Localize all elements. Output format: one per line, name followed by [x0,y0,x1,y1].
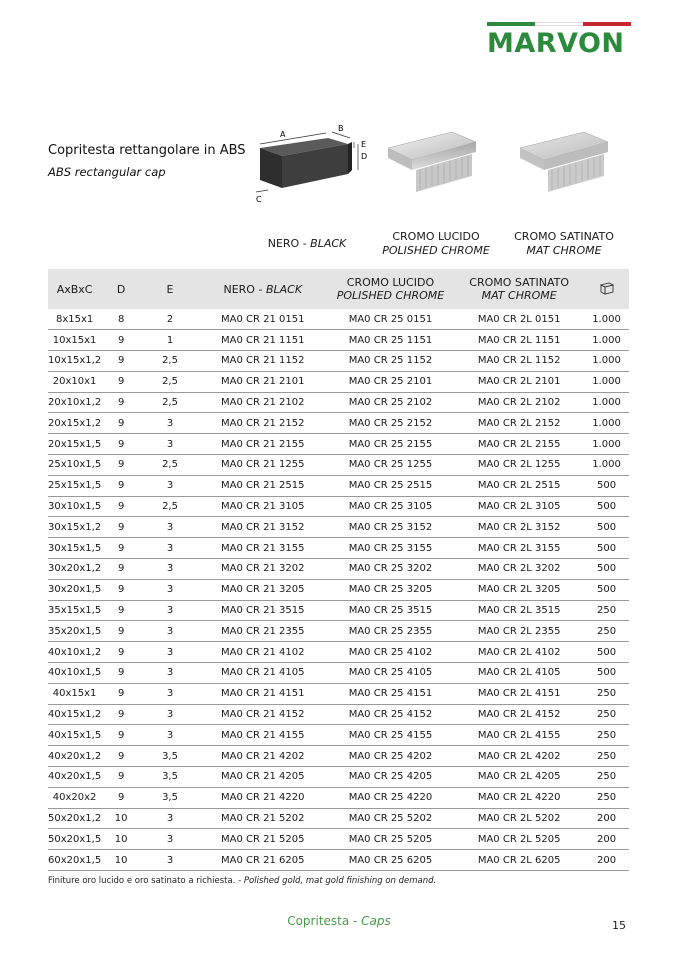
black-code-cell: MA0 CR 21 3205 [199,579,327,600]
e-cell: 3 [141,850,199,871]
table-header-row [48,269,629,309]
header-polished-en: POLISHED CHROME [336,289,445,302]
e-cell: 3 [141,663,199,684]
table-row [48,538,629,559]
qty-cell: 250 [584,600,629,621]
mat-code-cell: MA0 CR 2L 3202 [454,559,584,580]
black-code-cell: MA0 CR 21 4102 [199,642,327,663]
finish-mat-it: CROMO SATINATO [514,230,614,243]
size-cell: 40x15x1,5 [48,725,101,746]
black-code-cell: MA0 CR 21 2152 [199,413,327,434]
table-row [48,642,629,663]
polished-code-cell: MA0 CR 25 3152 [327,517,455,538]
black-code-cell: MA0 CR 21 0151 [199,309,327,330]
mat-code-cell: MA0 CR 2L 2102 [454,392,584,413]
d-cell: 9 [101,704,141,725]
mat-code-cell: MA0 CR 2L 4152 [454,704,584,725]
finish-black-en: BLACK [310,237,347,250]
e-cell: 2,5 [141,496,199,517]
finish-label-polished [380,230,492,258]
d-cell: 9 [101,579,141,600]
qty-cell: 200 [584,850,629,871]
mat-chrome-cap-image [514,126,614,196]
black-code-cell: MA0 CR 21 4155 [199,725,327,746]
e-cell: 3,5 [141,767,199,788]
black-code-cell: MA0 CR 21 3152 [199,517,327,538]
mat-code-cell: MA0 CR 2L 1151 [454,330,584,351]
table-row [48,371,629,392]
mat-code-cell: MA0 CR 2L 5205 [454,829,584,850]
header-black-en: BLACK [265,282,303,296]
polished-code-cell: MA0 CR 25 2515 [327,475,455,496]
black-code-cell: MA0 CR 21 2102 [199,392,327,413]
polished-code-cell: MA0 CR 25 1151 [327,330,455,351]
size-cell: 20x15x1,5 [48,434,101,455]
polished-chrome-cap-image [382,126,482,196]
d-cell: 9 [101,683,141,704]
table-row [48,496,629,517]
black-code-cell: MA0 CR 21 5205 [199,829,327,850]
e-cell: 3 [141,559,199,580]
table-row [48,309,629,330]
d-cell: 9 [101,392,141,413]
polished-code-cell: MA0 CR 25 2102 [327,392,455,413]
table-row [48,392,629,413]
e-cell: 3 [141,642,199,663]
mat-code-cell: MA0 CR 2L 1255 [454,455,584,476]
black-code-cell: MA0 CR 21 4151 [199,683,327,704]
size-cell: 20x10x1,2 [48,392,101,413]
size-cell: 20x15x1,2 [48,413,101,434]
e-cell: 3,5 [141,787,199,808]
finish-label-black [262,237,352,251]
d-cell: 9 [101,767,141,788]
e-cell: 2 [141,309,199,330]
brand-logo [487,22,631,59]
polished-code-cell: MA0 CR 25 3515 [327,600,455,621]
size-cell: 10x15x1,2 [48,351,101,372]
mat-code-cell: MA0 CR 2L 3205 [454,579,584,600]
d-cell: 9 [101,434,141,455]
brand-name: MARVON [487,28,625,59]
polished-code-cell: MA0 CR 25 1255 [327,455,455,476]
black-code-cell: MA0 CR 21 1255 [199,455,327,476]
size-cell: 40x10x1,5 [48,663,101,684]
header-black-it: NERO - [223,282,266,296]
table-row [48,351,629,372]
qty-cell: 500 [584,496,629,517]
mat-code-cell: MA0 CR 2L 5202 [454,808,584,829]
qty-cell: 250 [584,704,629,725]
mat-code-cell: MA0 CR 2L 2152 [454,413,584,434]
mat-code-cell: MA0 CR 2L 4151 [454,683,584,704]
size-cell: 30x20x1,5 [48,579,101,600]
black-code-cell: MA0 CR 21 4105 [199,663,327,684]
polished-code-cell: MA0 CR 25 2152 [327,413,455,434]
black-code-cell: MA0 CR 21 5202 [199,808,327,829]
d-cell: 9 [101,371,141,392]
e-cell: 2,5 [141,351,199,372]
dim-label-c: C [256,195,262,204]
qty-cell: 1.000 [584,309,629,330]
size-cell: 8x15x1 [48,309,101,330]
size-cell: 30x10x1,5 [48,496,101,517]
footnote-it: Finiture oro lucido e oro satinato a richiesta. - [48,876,244,886]
size-cell: 50x20x1,2 [48,808,101,829]
dim-label-d: D [361,152,368,161]
mat-code-cell: MA0 CR 2L 2155 [454,434,584,455]
size-cell: 40x10x1,2 [48,642,101,663]
mat-code-cell: MA0 CR 2L 3155 [454,538,584,559]
size-cell: 25x10x1,5 [48,455,101,476]
qty-cell: 500 [584,538,629,559]
header-mat-en: MAT CHROME [481,289,557,302]
d-cell: 9 [101,746,141,767]
mat-code-cell: MA0 CR 2L 2515 [454,475,584,496]
header-mat-it: CROMO SATINATO [469,276,570,289]
size-cell: 35x20x1,5 [48,621,101,642]
d-cell: 9 [101,413,141,434]
e-cell: 3 [141,683,199,704]
size-cell: 20x10x1 [48,371,101,392]
e-cell: 3 [141,829,199,850]
mat-code-cell: MA0 CR 2L 4102 [454,642,584,663]
table-row [48,850,629,871]
size-cell: 25x15x1,5 [48,475,101,496]
black-code-cell: MA0 CR 21 6205 [199,850,327,871]
d-cell: 9 [101,663,141,684]
size-cell: 60x20x1,5 [48,850,101,871]
qty-cell: 1.000 [584,330,629,351]
header-polished-it: CROMO LUCIDO [346,276,435,289]
finish-polished-en: POLISHED CHROME [382,244,490,257]
e-cell: 3 [141,538,199,559]
table-row [48,559,629,580]
black-code-cell: MA0 CR 21 2355 [199,621,327,642]
e-cell: 3 [141,808,199,829]
table-row [48,663,629,684]
table-row [48,725,629,746]
polished-code-cell: MA0 CR 25 0151 [327,309,455,330]
product-subtitle: ABS rectangular cap [48,165,166,179]
e-cell: 3 [141,704,199,725]
mat-code-cell: MA0 CR 2L 2355 [454,621,584,642]
table-row [48,621,629,642]
size-cell: 35x15x1,5 [48,600,101,621]
table-row [48,704,629,725]
header-polished [327,269,455,309]
qty-cell: 500 [584,517,629,538]
size-cell: 30x15x1,5 [48,538,101,559]
finish-black-it: NERO - [267,237,311,250]
e-cell: 1 [141,330,199,351]
qty-cell: 250 [584,683,629,704]
size-cell: 40x15x1,2 [48,704,101,725]
table-row [48,808,629,829]
black-code-cell: MA0 CR 21 1151 [199,330,327,351]
polished-code-cell: MA0 CR 25 4151 [327,683,455,704]
e-cell: 3 [141,600,199,621]
black-code-cell: MA0 CR 21 3202 [199,559,327,580]
mat-code-cell: MA0 CR 2L 3152 [454,517,584,538]
table-row [48,413,629,434]
logo-flag-stripes [487,22,631,26]
finish-polished-it: CROMO LUCIDO [392,230,480,243]
mat-code-cell: MA0 CR 2L 3515 [454,600,584,621]
qty-cell: 500 [584,475,629,496]
qty-cell: 1.000 [584,413,629,434]
qty-cell: 500 [584,663,629,684]
qty-cell: 1.000 [584,455,629,476]
header-black [199,269,327,309]
qty-cell: 250 [584,621,629,642]
table-row [48,683,629,704]
d-cell: 9 [101,559,141,580]
mat-code-cell: MA0 CR 2L 3105 [454,496,584,517]
d-cell: 10 [101,850,141,871]
black-code-cell: MA0 CR 21 4205 [199,767,327,788]
size-cell: 40x20x2 [48,787,101,808]
mat-code-cell: MA0 CR 2L 4220 [454,787,584,808]
qty-cell: 200 [584,829,629,850]
header-e: E [141,269,199,309]
footnote-en: Polished gold, mat gold finishing on demand. [243,876,437,886]
e-cell: 2,5 [141,455,199,476]
footnote [48,876,436,886]
header-d: D [101,269,141,309]
e-cell: 2,5 [141,392,199,413]
black-code-cell: MA0 CR 21 3515 [199,600,327,621]
mat-code-cell: MA0 CR 2L 4155 [454,725,584,746]
e-cell: 3 [141,413,199,434]
qty-cell: 250 [584,787,629,808]
d-cell: 9 [101,642,141,663]
e-cell: 3 [141,621,199,642]
black-code-cell: MA0 CR 21 2155 [199,434,327,455]
footer-title-it: Copritesta - [287,914,362,928]
finish-label-mat [508,230,620,258]
d-cell: 9 [101,455,141,476]
polished-code-cell: MA0 CR 25 2155 [327,434,455,455]
finish-mat-en: MAT CHROME [526,244,602,257]
black-code-cell: MA0 CR 21 4202 [199,746,327,767]
mat-code-cell: MA0 CR 2L 2101 [454,371,584,392]
black-code-cell: MA0 CR 21 3155 [199,538,327,559]
black-cap-drawing [240,120,380,210]
qty-cell: 1.000 [584,434,629,455]
e-cell: 2,5 [141,371,199,392]
black-code-cell: MA0 CR 21 2515 [199,475,327,496]
polished-code-cell: MA0 CR 25 4102 [327,642,455,663]
qty-cell: 250 [584,725,629,746]
mat-code-cell: MA0 CR 2L 0151 [454,309,584,330]
d-cell: 9 [101,351,141,372]
d-cell: 9 [101,330,141,351]
size-cell: 30x20x1,2 [48,559,101,580]
table-row [48,787,629,808]
header-qty [584,269,629,309]
d-cell: 9 [101,475,141,496]
size-cell: 30x15x1,2 [48,517,101,538]
qty-cell: 1.000 [584,351,629,372]
polished-code-cell: MA0 CR 25 4155 [327,725,455,746]
polished-code-cell: MA0 CR 25 4105 [327,663,455,684]
e-cell: 3 [141,579,199,600]
qty-cell: 250 [584,746,629,767]
e-cell: 3,5 [141,746,199,767]
d-cell: 10 [101,808,141,829]
d-cell: 9 [101,787,141,808]
size-cell: 40x20x1,2 [48,746,101,767]
header-axbxc: AxBxC [48,269,101,309]
qty-cell: 500 [584,579,629,600]
black-code-cell: MA0 CR 21 4152 [199,704,327,725]
polished-code-cell: MA0 CR 25 4220 [327,787,455,808]
black-code-cell: MA0 CR 21 4220 [199,787,327,808]
polished-code-cell: MA0 CR 25 3155 [327,538,455,559]
header-mat [454,269,584,309]
d-cell: 8 [101,309,141,330]
polished-code-cell: MA0 CR 25 3105 [327,496,455,517]
d-cell: 10 [101,829,141,850]
polished-code-cell: MA0 CR 25 2355 [327,621,455,642]
polished-code-cell: MA0 CR 25 6205 [327,850,455,871]
table-row [48,455,629,476]
product-title: Copritesta rettangolare in ABS [48,143,246,158]
qty-cell: 1.000 [584,371,629,392]
table-row [48,579,629,600]
mat-code-cell: MA0 CR 2L 4105 [454,663,584,684]
qty-cell: 200 [584,808,629,829]
size-cell: 50x20x1,5 [48,829,101,850]
table-body [48,309,629,871]
dim-label-b: B [338,124,344,133]
qty-cell: 500 [584,559,629,580]
mat-code-cell: MA0 CR 2L 1152 [454,351,584,372]
e-cell: 3 [141,725,199,746]
qty-cell: 500 [584,642,629,663]
table-row [48,434,629,455]
polished-code-cell: MA0 CR 25 4202 [327,746,455,767]
polished-code-cell: MA0 CR 25 1152 [327,351,455,372]
polished-code-cell: MA0 CR 25 3202 [327,559,455,580]
footer-title-en: Caps [361,914,391,928]
size-cell: 10x15x1 [48,330,101,351]
qty-cell: 250 [584,767,629,788]
table-row [48,475,629,496]
table-row [48,767,629,788]
d-cell: 9 [101,725,141,746]
polished-code-cell: MA0 CR 25 5205 [327,829,455,850]
black-code-cell: MA0 CR 21 2101 [199,371,327,392]
table-row [48,746,629,767]
box-icon [599,281,615,295]
footer-title [0,914,678,928]
black-code-cell: MA0 CR 21 3105 [199,496,327,517]
table-row [48,600,629,621]
black-code-cell: MA0 CR 21 1152 [199,351,327,372]
polished-code-cell: MA0 CR 25 4152 [327,704,455,725]
d-cell: 9 [101,496,141,517]
polished-code-cell: MA0 CR 25 2101 [327,371,455,392]
polished-code-cell: MA0 CR 25 3205 [327,579,455,600]
table-row [48,829,629,850]
size-cell: 40x15x1 [48,683,101,704]
size-cell: 40x20x1,5 [48,767,101,788]
dim-label-e: E [361,140,367,149]
mat-code-cell: MA0 CR 2L 6205 [454,850,584,871]
d-cell: 9 [101,600,141,621]
e-cell: 3 [141,517,199,538]
product-table [48,269,629,871]
d-cell: 9 [101,621,141,642]
d-cell: 9 [101,517,141,538]
d-cell: 9 [101,538,141,559]
polished-code-cell: MA0 CR 25 4205 [327,767,455,788]
table-row [48,517,629,538]
mat-code-cell: MA0 CR 2L 4205 [454,767,584,788]
table-row [48,330,629,351]
qty-cell: 1.000 [584,392,629,413]
e-cell: 3 [141,434,199,455]
polished-code-cell: MA0 CR 25 5202 [327,808,455,829]
e-cell: 3 [141,475,199,496]
dim-label-a: A [280,130,286,139]
page-number: 15 [612,919,626,932]
mat-code-cell: MA0 CR 2L 4202 [454,746,584,767]
